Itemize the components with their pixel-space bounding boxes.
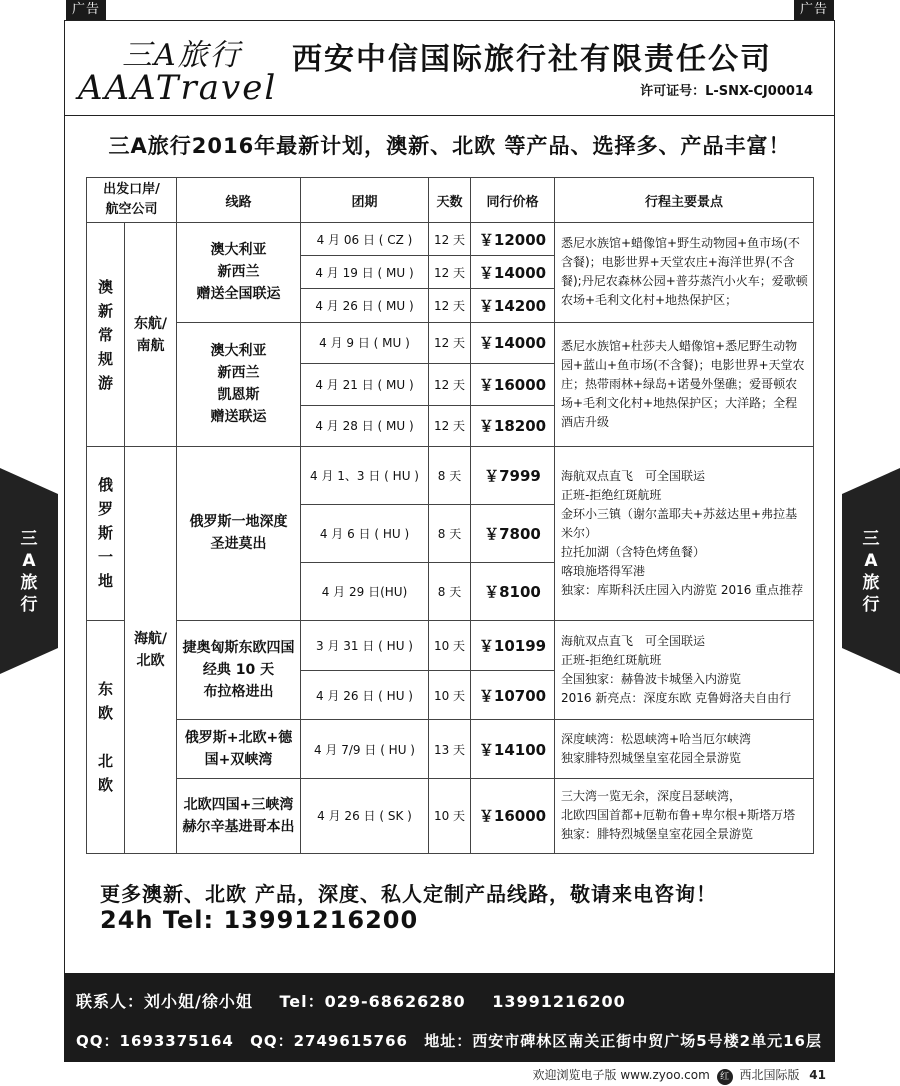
date-cell: 4 月 29 日(HU) bbox=[301, 562, 429, 620]
table-row bbox=[87, 322, 814, 363]
date-cell: 3 月 31 日 ( HU ) bbox=[301, 620, 429, 670]
date-cell: 4 月 28 日 ( MU ) bbox=[301, 405, 429, 446]
header-sights: 行程主要景点 bbox=[555, 178, 814, 223]
price-cell: ￥7999 bbox=[471, 447, 555, 505]
price-cell: ￥12000 bbox=[471, 223, 555, 256]
table-row bbox=[87, 778, 814, 853]
sights-cell: 深度峡湾：松恩峡湾+哈当厄尔峡湾 独家腓特烈城堡皇室花园全景游览 bbox=[555, 720, 814, 778]
price-cell: ￥18200 bbox=[471, 405, 555, 446]
qq-1: QQ：1693375164 bbox=[76, 1032, 234, 1050]
date-cell: 4 月 06 日 ( CZ ) bbox=[301, 223, 429, 256]
side-tab-left bbox=[0, 468, 58, 674]
price-cell: ￥10700 bbox=[471, 670, 555, 720]
price-cell: ￥14000 bbox=[471, 256, 555, 289]
price-cell: ￥14000 bbox=[471, 322, 555, 363]
days-cell: 8 天 bbox=[429, 447, 471, 505]
header-date: 团期 bbox=[301, 178, 429, 223]
days-cell: 8 天 bbox=[429, 562, 471, 620]
footer bbox=[64, 973, 835, 1062]
price-cell: ￥14100 bbox=[471, 720, 555, 778]
welcome-text: 欢迎浏览电子版 www.zyoo.com bbox=[532, 1068, 710, 1082]
date-cell: 4 月 7/9 日 ( HU ) bbox=[301, 720, 429, 778]
date-cell: 4 月 26 日 ( SK ) bbox=[301, 778, 429, 853]
cta-text: 更多澳新、北欧 产品，深度、私人定制产品线路，敬请来电咨询！ bbox=[100, 882, 717, 906]
route-cell: 澳大利亚 新西兰 凯恩斯 赠送联运 bbox=[177, 322, 301, 446]
logo-en: AAATravel bbox=[78, 68, 278, 108]
table-row bbox=[87, 447, 814, 505]
days-cell: 10 天 bbox=[429, 670, 471, 720]
page-number: 41 bbox=[809, 1068, 826, 1082]
routes-table bbox=[86, 177, 814, 854]
route-cell: 澳大利亚 新西兰 赠送全国联运 bbox=[177, 223, 301, 323]
date-cell: 4 月 26 日 ( HU ) bbox=[301, 670, 429, 720]
region-cell: 澳 新 常 规 游 bbox=[87, 223, 125, 447]
side-tab-right-label: 三 A 旅 行 bbox=[862, 529, 880, 615]
qq-2: QQ：2749615766 bbox=[250, 1032, 408, 1050]
ad-tag-right: 广告 bbox=[794, 0, 834, 20]
days-cell: 12 天 bbox=[429, 364, 471, 405]
sights-cell: 海航双点直飞 可全国联运 正班-拒绝红斑航班 金环小三镇（谢尔盖耶夫+苏兹达里+弗拉基米尔） 拉托加湖（含特色烤鱼餐） 喀琅施塔得军港 独家：库斯科沃庄园入内游览 2016 重点推荐 bbox=[555, 447, 814, 621]
table-row bbox=[87, 620, 814, 670]
address: 地址：西安市碑林区南关正街中贸广场5号楼2单元16层 bbox=[424, 1032, 822, 1050]
days-cell: 10 天 bbox=[429, 620, 471, 670]
table-header-row bbox=[87, 178, 814, 223]
date-cell: 4 月 1、3 日 ( HU ) bbox=[301, 447, 429, 505]
price-cell: ￥14200 bbox=[471, 289, 555, 322]
date-cell: 4 月 9 日 ( MU ) bbox=[301, 322, 429, 363]
days-cell: 12 天 bbox=[429, 256, 471, 289]
price-cell: ￥8100 bbox=[471, 562, 555, 620]
price-cell: ￥16000 bbox=[471, 364, 555, 405]
days-cell: 12 天 bbox=[429, 322, 471, 363]
contact-person: 联系人：刘小姐/徐小姐 bbox=[76, 992, 253, 1011]
header bbox=[64, 20, 835, 116]
sights-cell: 海航双点直飞 可全国联运 正班-拒绝红斑航班 全国独家：赫鲁波卡城堡入内游览 2016 新亮点：深度东欧 克鲁姆洛夫自由行 bbox=[555, 620, 814, 720]
days-cell: 12 天 bbox=[429, 405, 471, 446]
route-cell: 捷奥匈斯东欧四国 经典 10 天 布拉格进出 bbox=[177, 620, 301, 720]
days-cell: 10 天 bbox=[429, 778, 471, 853]
date-cell: 4 月 21 日 ( MU ) bbox=[301, 364, 429, 405]
logo-cn: 三A旅行 bbox=[122, 38, 242, 73]
airline-cell: 海航/ 北欧 bbox=[125, 447, 177, 854]
price-cell: ￥16000 bbox=[471, 778, 555, 853]
tel-1: Tel：029-68626280 bbox=[279, 992, 466, 1011]
price-cell: ￥7800 bbox=[471, 504, 555, 562]
route-cell: 俄罗斯一地深度 圣进莫出 bbox=[177, 447, 301, 621]
sights-cell: 三大湾一览无余，深度吕瑟峡湾， 北欧四国首都+厄勒布鲁+卑尔根+斯塔万塔 独家：腓特烈城堡皇室花园全景游览 bbox=[555, 778, 814, 853]
route-cell: 北欧四国+三峡湾 赫尔辛基进哥本出 bbox=[177, 778, 301, 853]
sights-cell: 悉尼水族馆+蜡像馆+野生动物园+鱼市场(不含餐)；电影世界+天堂农庄+海洋世界(不含餐);丹尼农森林公园+普芬蒸汽小火车；爱歌顿农场+毛利文化村+地热保护区； bbox=[555, 223, 814, 323]
footer-contact-line bbox=[76, 989, 646, 1012]
route-cell: 俄罗斯+北欧+德 国+双峡湾 bbox=[177, 720, 301, 778]
price-cell: ￥10199 bbox=[471, 620, 555, 670]
date-cell: 4 月 6 日 ( HU ) bbox=[301, 504, 429, 562]
edition-name: 西北国际版 bbox=[739, 1068, 800, 1082]
date-cell: 4 月 19 日 ( MU ) bbox=[301, 256, 429, 289]
company-name: 西安中信国际旅行社有限责任公司 bbox=[292, 42, 772, 77]
table-row bbox=[87, 223, 814, 256]
footer-qq-line bbox=[76, 1030, 832, 1051]
seal-icon: 红 bbox=[717, 1069, 733, 1085]
days-cell: 13 天 bbox=[429, 720, 471, 778]
table-row bbox=[87, 720, 814, 778]
header-departure: 出发口岸/ 航空公司 bbox=[87, 178, 177, 223]
header-route: 线路 bbox=[177, 178, 301, 223]
cta-hotline: 24h Tel: 13991216200 bbox=[100, 906, 419, 934]
region-cell: 东 欧 北 欧 bbox=[87, 620, 125, 853]
side-tab-left-label: 三 A 旅 行 bbox=[20, 529, 38, 615]
headline: 三A旅行2016年最新计划，澳新、北欧 等产品、选择多、产品丰富！ bbox=[108, 134, 791, 158]
days-cell: 12 天 bbox=[429, 223, 471, 256]
region-cell: 俄 罗 斯 一 地 bbox=[87, 447, 125, 621]
tel-2: 13991216200 bbox=[492, 992, 626, 1011]
sights-cell: 悉尼水族馆+杜莎夫人蜡像馆+悉尼野生动物园+蓝山+鱼市场(不含餐)；电影世界+天堂农庄；热带雨林+绿岛+诺曼外堡礁；爱哥顿农场+毛利文化村+地热保护区；大洋路；全程酒店升级 bbox=[555, 322, 814, 446]
header-price: 同行价格 bbox=[471, 178, 555, 223]
days-cell: 8 天 bbox=[429, 504, 471, 562]
bottom-bar bbox=[533, 1066, 827, 1085]
side-tab-right bbox=[842, 468, 900, 674]
days-cell: 12 天 bbox=[429, 289, 471, 322]
license-number: 许可证号：L-SNX-CJ00014 bbox=[640, 84, 813, 99]
header-days: 天数 bbox=[429, 178, 471, 223]
airline-cell: 东航/ 南航 bbox=[125, 223, 177, 447]
date-cell: 4 月 26 日 ( MU ) bbox=[301, 289, 429, 322]
ad-tag-left: 广告 bbox=[66, 0, 106, 20]
